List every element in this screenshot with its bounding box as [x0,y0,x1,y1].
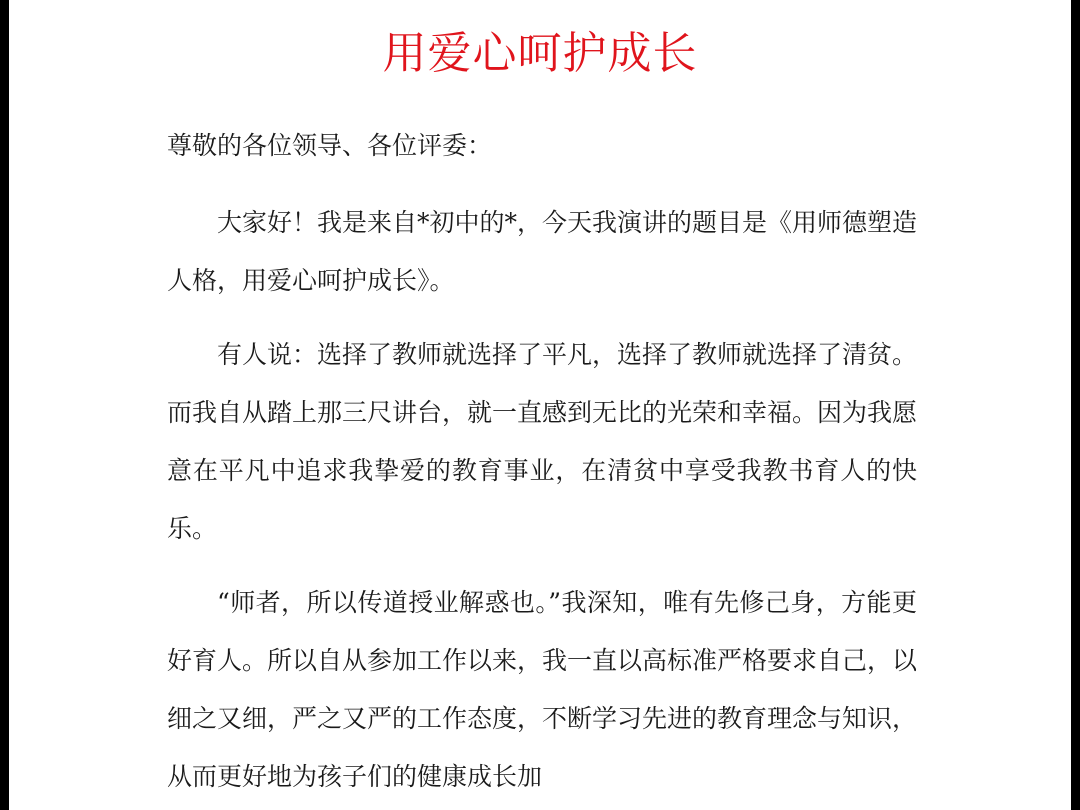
paragraph-choice: 有人说：选择了教师就选择了平凡，选择了教师就选择了清贫。而我自从踏上那三尺讲台，就一直感到无比的光荣和幸福。因为我愿意在平凡中追求我挚爱的教育事业，在清贫中享受我教书育人的快乐。 [167,340,918,543]
salutation: 尊敬的各位领导、各位评委： [167,131,493,160]
document-title: 用爱心呵护成长 [382,28,698,79]
paragraph-teacher-quote: “师者，所以传道授业解惑也。”我深知，唯有先修己身，方能更好育人。所以自从参加工作以来，我一直以高标准严格要求自己，以细之又细，严之又严的工作态度，不断学习先进的教育理念与知识，从而更好地为孩子们的健康成长加 [167,588,918,791]
paragraph-greeting: 大家好！我是来自*初中的*，今天我演讲的题目是《用师德塑造人格，用爱心呵护成长》。 [167,208,918,295]
document-page [9,0,1071,810]
